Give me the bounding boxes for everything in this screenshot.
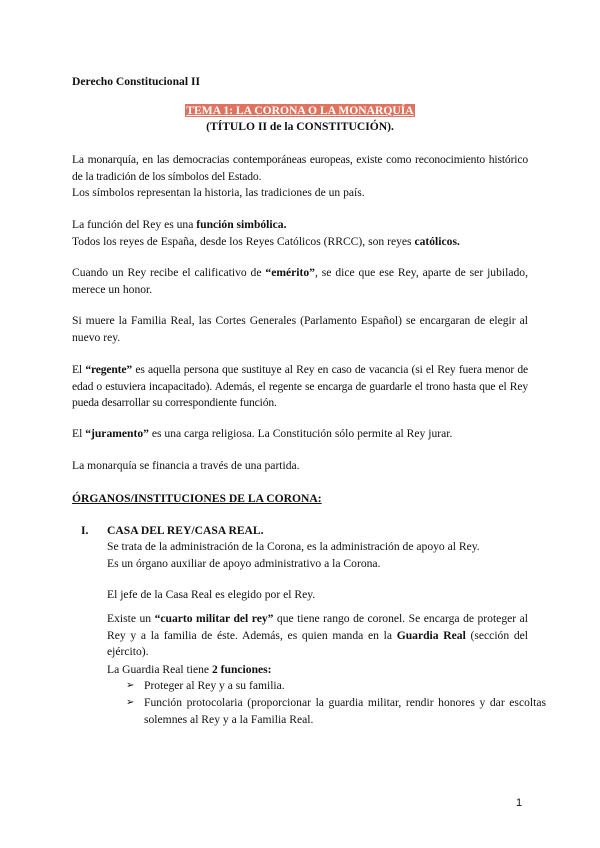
topic-title-highlight: TEMA 1: LA CORONA O LA MONARQUÍA xyxy=(186,104,414,117)
section-casa-real-heading xyxy=(81,523,264,539)
paragraph-funcion-rey: La función del Rey es una función simbólica. Todos los reyes de España, desde los Reyes Católicos (RRCC), son reyes católicos. xyxy=(72,218,460,248)
arrow-bullet-icon: ➢ xyxy=(126,697,135,708)
topic-title xyxy=(0,103,600,118)
paragraph-guardia-real: La Guardia Real tiene 2 funciones: xyxy=(107,663,272,676)
paragraph-casa-real-admin: Se trata de la administración de la Corona, es la administración de apoyo al Rey. Es un órgano auxiliar de apoyo administrativo a la Corona. xyxy=(107,540,480,570)
list-item: ➢ Proteger al Rey y a su familia. xyxy=(126,678,546,695)
arrow-bullet-icon: ➢ xyxy=(126,680,135,691)
page-number: 1 xyxy=(516,797,523,809)
paragraph-monarquia: La monarquía, en las democracias contemporáneas europeas, existe como reconocimiento histórico de la tradición de los símbolos del Estado. xyxy=(72,153,528,183)
paragraph-cuarto-militar: Existe un “cuarto militar del rey” que tiene rango de coronel. Se encarga de proteger al Rey y a la familia de éste. Además, es quien manda en la Guardia Real (sección del ejército). xyxy=(107,612,529,658)
section-title: CASA DEL REY/CASA REAL. xyxy=(107,524,264,537)
section-number: I. xyxy=(81,524,89,537)
list-item: ➢ Función protocolaria (proporcionar la guardia militar, rendir honores y dar escoltas solemnes al Rey y a la Familia Real. xyxy=(126,696,546,726)
paragraph-jefe-casa-real: El jefe de la Casa Real es elegido por el Rey. xyxy=(107,588,316,601)
topic-subtitle: (TÍTULO II de la CONSTITUCIÓN). xyxy=(206,120,394,133)
section-heading-organos: ÓRGANOS/INSTITUCIONES DE LA CORONA: xyxy=(72,492,322,505)
paragraph-emerito: Cuando un Rey recibe el calificativo de “emérito”, se dice que ese Rey, aparte de ser jubilado, merece un honor. xyxy=(72,266,528,296)
document-subject: Derecho Constitucional II xyxy=(72,75,200,88)
paragraph-familia-real: Si muere la Familia Real, las Cortes Generales (Parlamento Español) se encargaran de elegir al nuevo rey. xyxy=(72,314,528,344)
paragraph-regente: El “regente” es aquella persona que sustituye al Rey en caso de vacancia (si el Rey fuera menor de edad o estuviera incapacitado). Además, el regente se encarga de guardarle el trono hasta que el Rey pueda desarrollar su correspondiente función. xyxy=(72,363,528,409)
paragraph-juramento: El “juramento” es una carga religiosa. La Constitución sólo permite al Rey jurar. xyxy=(72,427,453,440)
paragraph-financiacion: La monarquía se financia a través de una partida. xyxy=(72,459,300,472)
paragraph-simbolos: Los símbolos representan la historia, las tradiciones de un país. xyxy=(72,186,365,199)
